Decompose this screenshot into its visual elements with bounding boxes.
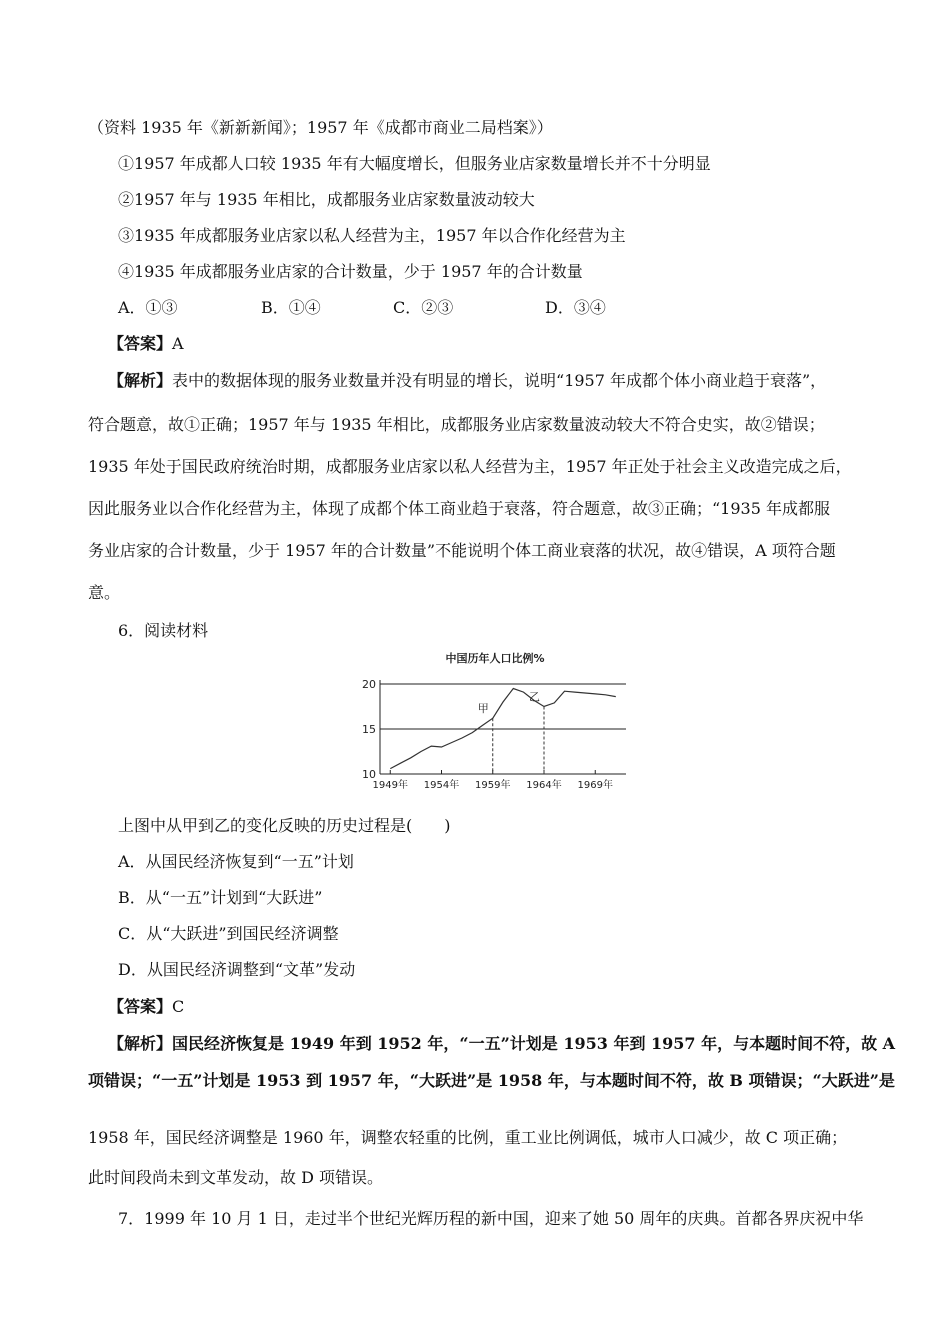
q5-options (118, 298, 606, 318)
q5-analysis-line: 1935 年处于国民政府统治时期，成都服务业店家以私人经营为主，1957 年正处于社会主义改造完成之后， (88, 457, 852, 476)
q5-analysis-line: 意。 (88, 583, 121, 602)
q7-stem: 7．1999 年 10 月 1 日，走过半个世纪光辉历程的新中国，迎来了她 50 周年的庆典。首都各界庆祝中华 (118, 1209, 864, 1228)
q5-option-a: A．①③ (118, 298, 178, 317)
y-tick-label: 15 (362, 723, 376, 736)
q5-answer (108, 334, 184, 354)
q6-title: 6．阅读材料 (118, 621, 209, 640)
q5-option-d: D．③④ (545, 298, 606, 317)
q6-option-c: C．从“大跃进”到国民经济调整 (118, 924, 339, 943)
answer-value: C (172, 997, 185, 1016)
q5-analysis-line: 务业店家的合计数量，少于 1957 年的合计数量”不能说明个体工商业衰落的状况，故④错误，A 项符合题 (88, 541, 836, 560)
y-tick-label: 10 (362, 768, 376, 781)
x-tick-label: 1959年 (475, 780, 511, 791)
annotation-label: 乙 (529, 690, 540, 704)
q6-question: 上图中从甲到乙的变化反映的历史过程是( ) (118, 816, 451, 835)
q5-analysis-line: 因此服务业以合作化经营为主，体现了成都个体工商业趋于衰落，符合题意，故③正确；“1935 年成都服 (88, 499, 830, 518)
answer-label: 【答案】 (108, 997, 173, 1016)
q6-answer (108, 997, 184, 1017)
source-note: （资料 1935 年《新新新闻》；1957 年《成都市商业二局档案》） (88, 118, 553, 137)
x-tick-label: 1964年 (526, 780, 562, 791)
q6-analysis-line: 此时间段尚未到文革发动，故 D 项错误。 (88, 1168, 384, 1187)
statement-3: ③1935 年成都服务业店家以私人经营为主，1957 年以合作化经营为主 (118, 226, 626, 245)
annotation-label: 甲 (477, 702, 489, 716)
chart-title: 中国历年人口比例% (445, 652, 545, 665)
q5-option-c: C．②③ (393, 298, 454, 317)
population-chart (350, 650, 640, 800)
answer-value: A (172, 334, 184, 353)
q6-analysis-line: 项错误；“一五”计划是 1953 到 1957 年，“大跃进”是 1958 年，与本题时间不符，故 B 项错误；“大跃进”是 (88, 1071, 895, 1090)
q5-analysis-line: 符合题意，故①正确；1957 年与 1935 年相比，成都服务业店家数量波动较大不符合史实，故②错误； (88, 415, 825, 434)
chart-svg (350, 650, 640, 800)
x-tick-label: 1949年 (372, 780, 408, 791)
q6-analysis-line: 【解析】国民经济恢复是 1949 年到 1952 年，“一五”计划是 1953 年到 1957 年，与本题时间不符，故 A (108, 1034, 896, 1053)
x-tick-label: 1969年 (577, 780, 613, 791)
statement-2: ②1957 年与 1935 年相比，成都服务业店家数量波动较大 (118, 190, 535, 209)
statement-4: ④1935 年成都服务业店家的合计数量，少于 1957 年的合计数量 (118, 262, 583, 281)
q6-option-d: D．从国民经济调整到“文革”发动 (118, 960, 356, 979)
q6-option-a: A．从国民经济恢复到“一五”计划 (118, 852, 354, 871)
q6-analysis-line: 1958 年，国民经济调整是 1960 年，调整农轻重的比例，重工业比例调低，城市人口减少，故 C 项正确； (88, 1128, 848, 1147)
answer-label: 【答案】 (108, 334, 173, 353)
q6-option-b: B．从“一五”计划到“大跃进” (118, 888, 323, 907)
q5-analysis-line: 【解析】表中的数据体现的服务业数量并没有明显的增长，说明“1957 年成都个体小商业趋于衰落”， (108, 371, 827, 390)
statement-1: ①1957 年成都人口较 1935 年有大幅度增长，但服务业店家数量增长并不十分明显 (118, 154, 711, 173)
y-tick-label: 20 (362, 678, 376, 691)
q5-option-b: B．①④ (261, 298, 321, 317)
analysis-label: 【解析】 (108, 371, 173, 390)
x-tick-label: 1954年 (423, 780, 460, 791)
analysis-label: 【解析】 (108, 1034, 173, 1053)
